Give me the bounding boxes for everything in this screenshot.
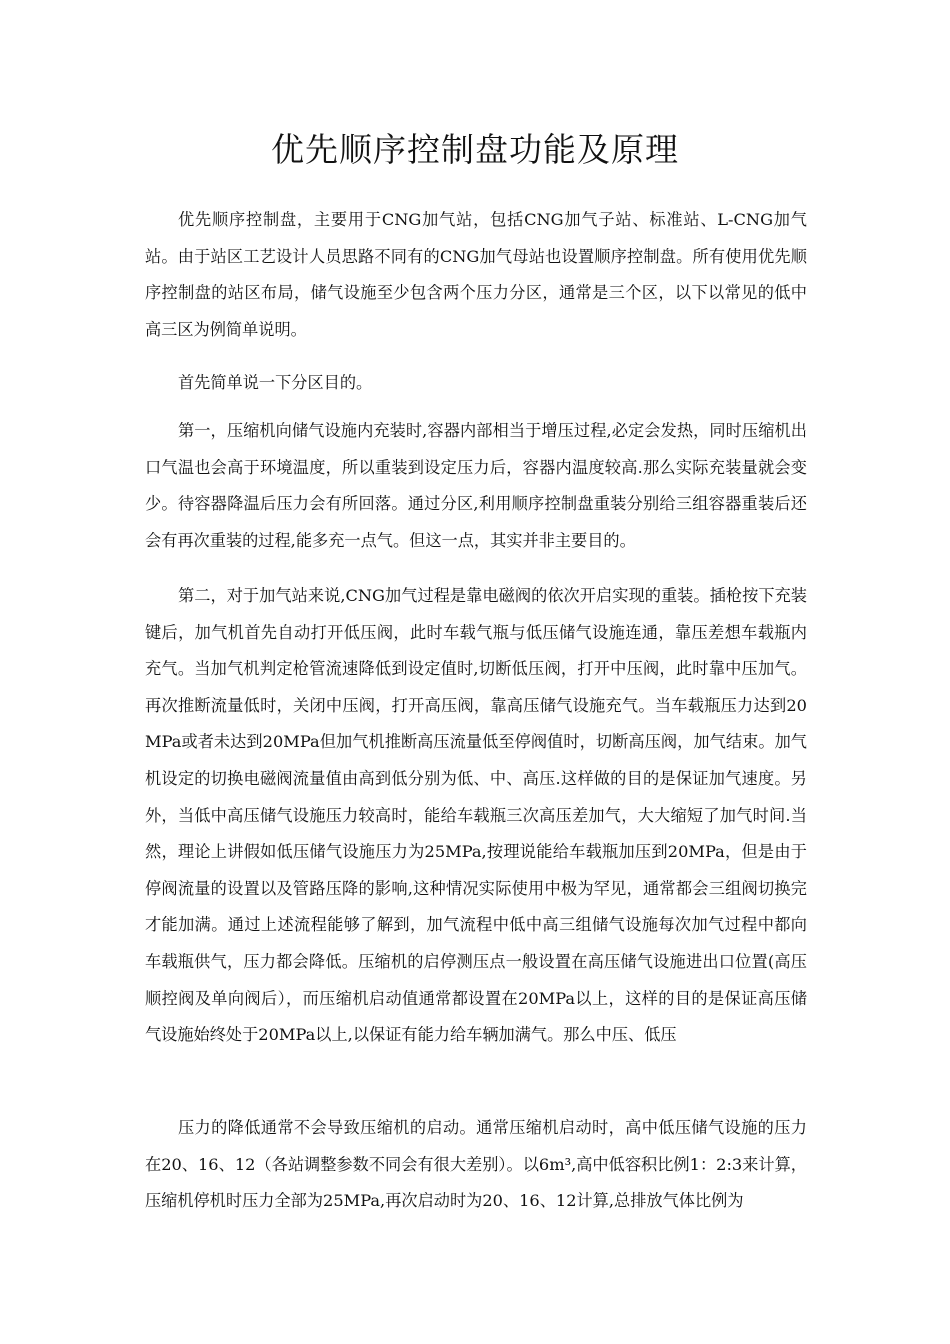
paragraph-first-reason: 第一，压缩机向储气设施内充装时,容器内部相当于增压过程,必定会发热，同时压缩机出口气温也会高于环境温度，所以重装到设定压力后，容器内温度较高.那么实际充装量就会变少。待容器降温后压力会有所回落。通过分区,利用顺序控制盘重装分别给三组容器重装后还会有再次重装的过程,能多充一点气。但这一点，其实并非主要目的。 <box>145 421 807 550</box>
document-title: 优先顺序控制盘功能及原理 <box>271 130 679 169</box>
paragraph-partition-purpose: 首先简单说一下分区目的。 <box>178 373 373 392</box>
paragraph-intro: 优先顺序控制盘，主要用于CNG加气站，包括CNG加气子站、标准站、L-CNG加气站。由于站区工艺设计人员思路不同有的CNG加气母站也设置顺序控制盘。所有使用优先顺序控制盘的站区布局，储气设施至少包含两个压力分区，通常是三个区，以下以常见的低中高三区为例简单说明。 <box>145 210 807 339</box>
paragraph-second-reason: 第二，对于加气站来说,CNG加气过程是靠电磁阀的依次开启实现的重装。插枪按下充装键后，加气机首先自动打开低压阀，此时车载气瓶与低压储气设施连通，靠压差想车载瓶内充气。当加气机判定枪管流速降低到设定值时,切断低压阀，打开中压阀，此时靠中压加气。再次推断流量低时，关闭中压阀，打开高压阀，靠高压储气设施充气。当车载瓶压力达到20MPa或者未达到20MPa但加气机推断高压流量低至停阀值时，切断高压阀，加气结束。加气机设定的切换电磁阀流量值由高到低分别为低、中、高压.这样做的目的是保证加气速度。另外，当低中高压储气设施压力较高时，能给车载瓶三次高压差加气，大大缩短了加气时间.当然，理论上讲假如低压储气设施压力为25MPa,按理说能给车载瓶加压到20MPa，但是由于停阀流量的设置以及管路压降的影响,这种情况实际使用中极为罕见，通常都会三组阀切换完才能加满。通过上述流程能够了解到，加气流程中低中高三组储气设施每次加气过程中都向车载瓶供气，压力都会降低。压缩机的启停测压点一般设置在高压储气设施进出口位置(高压顺控阀及单向阀后），而压缩机启动值通常都设置在20MPa以上，这样的目的是保证高压储气设施始终处于20MPa以上,以保证有能力给车辆加满气。那么中压、低压 <box>145 586 807 1045</box>
paragraph-pressure-drop: 压力的降低通常不会导致压缩机的启动。通常压缩机启动时，高中低压储气设施的压力在20、16、12（各站调整参数不同会有很大差别）。以6m³,高中低容积比例1：2:3来计算，压缩机停机时压力全部为25MPa,再次启动时为20、16、12计算,总排放气体比例为 <box>145 1118 807 1211</box>
